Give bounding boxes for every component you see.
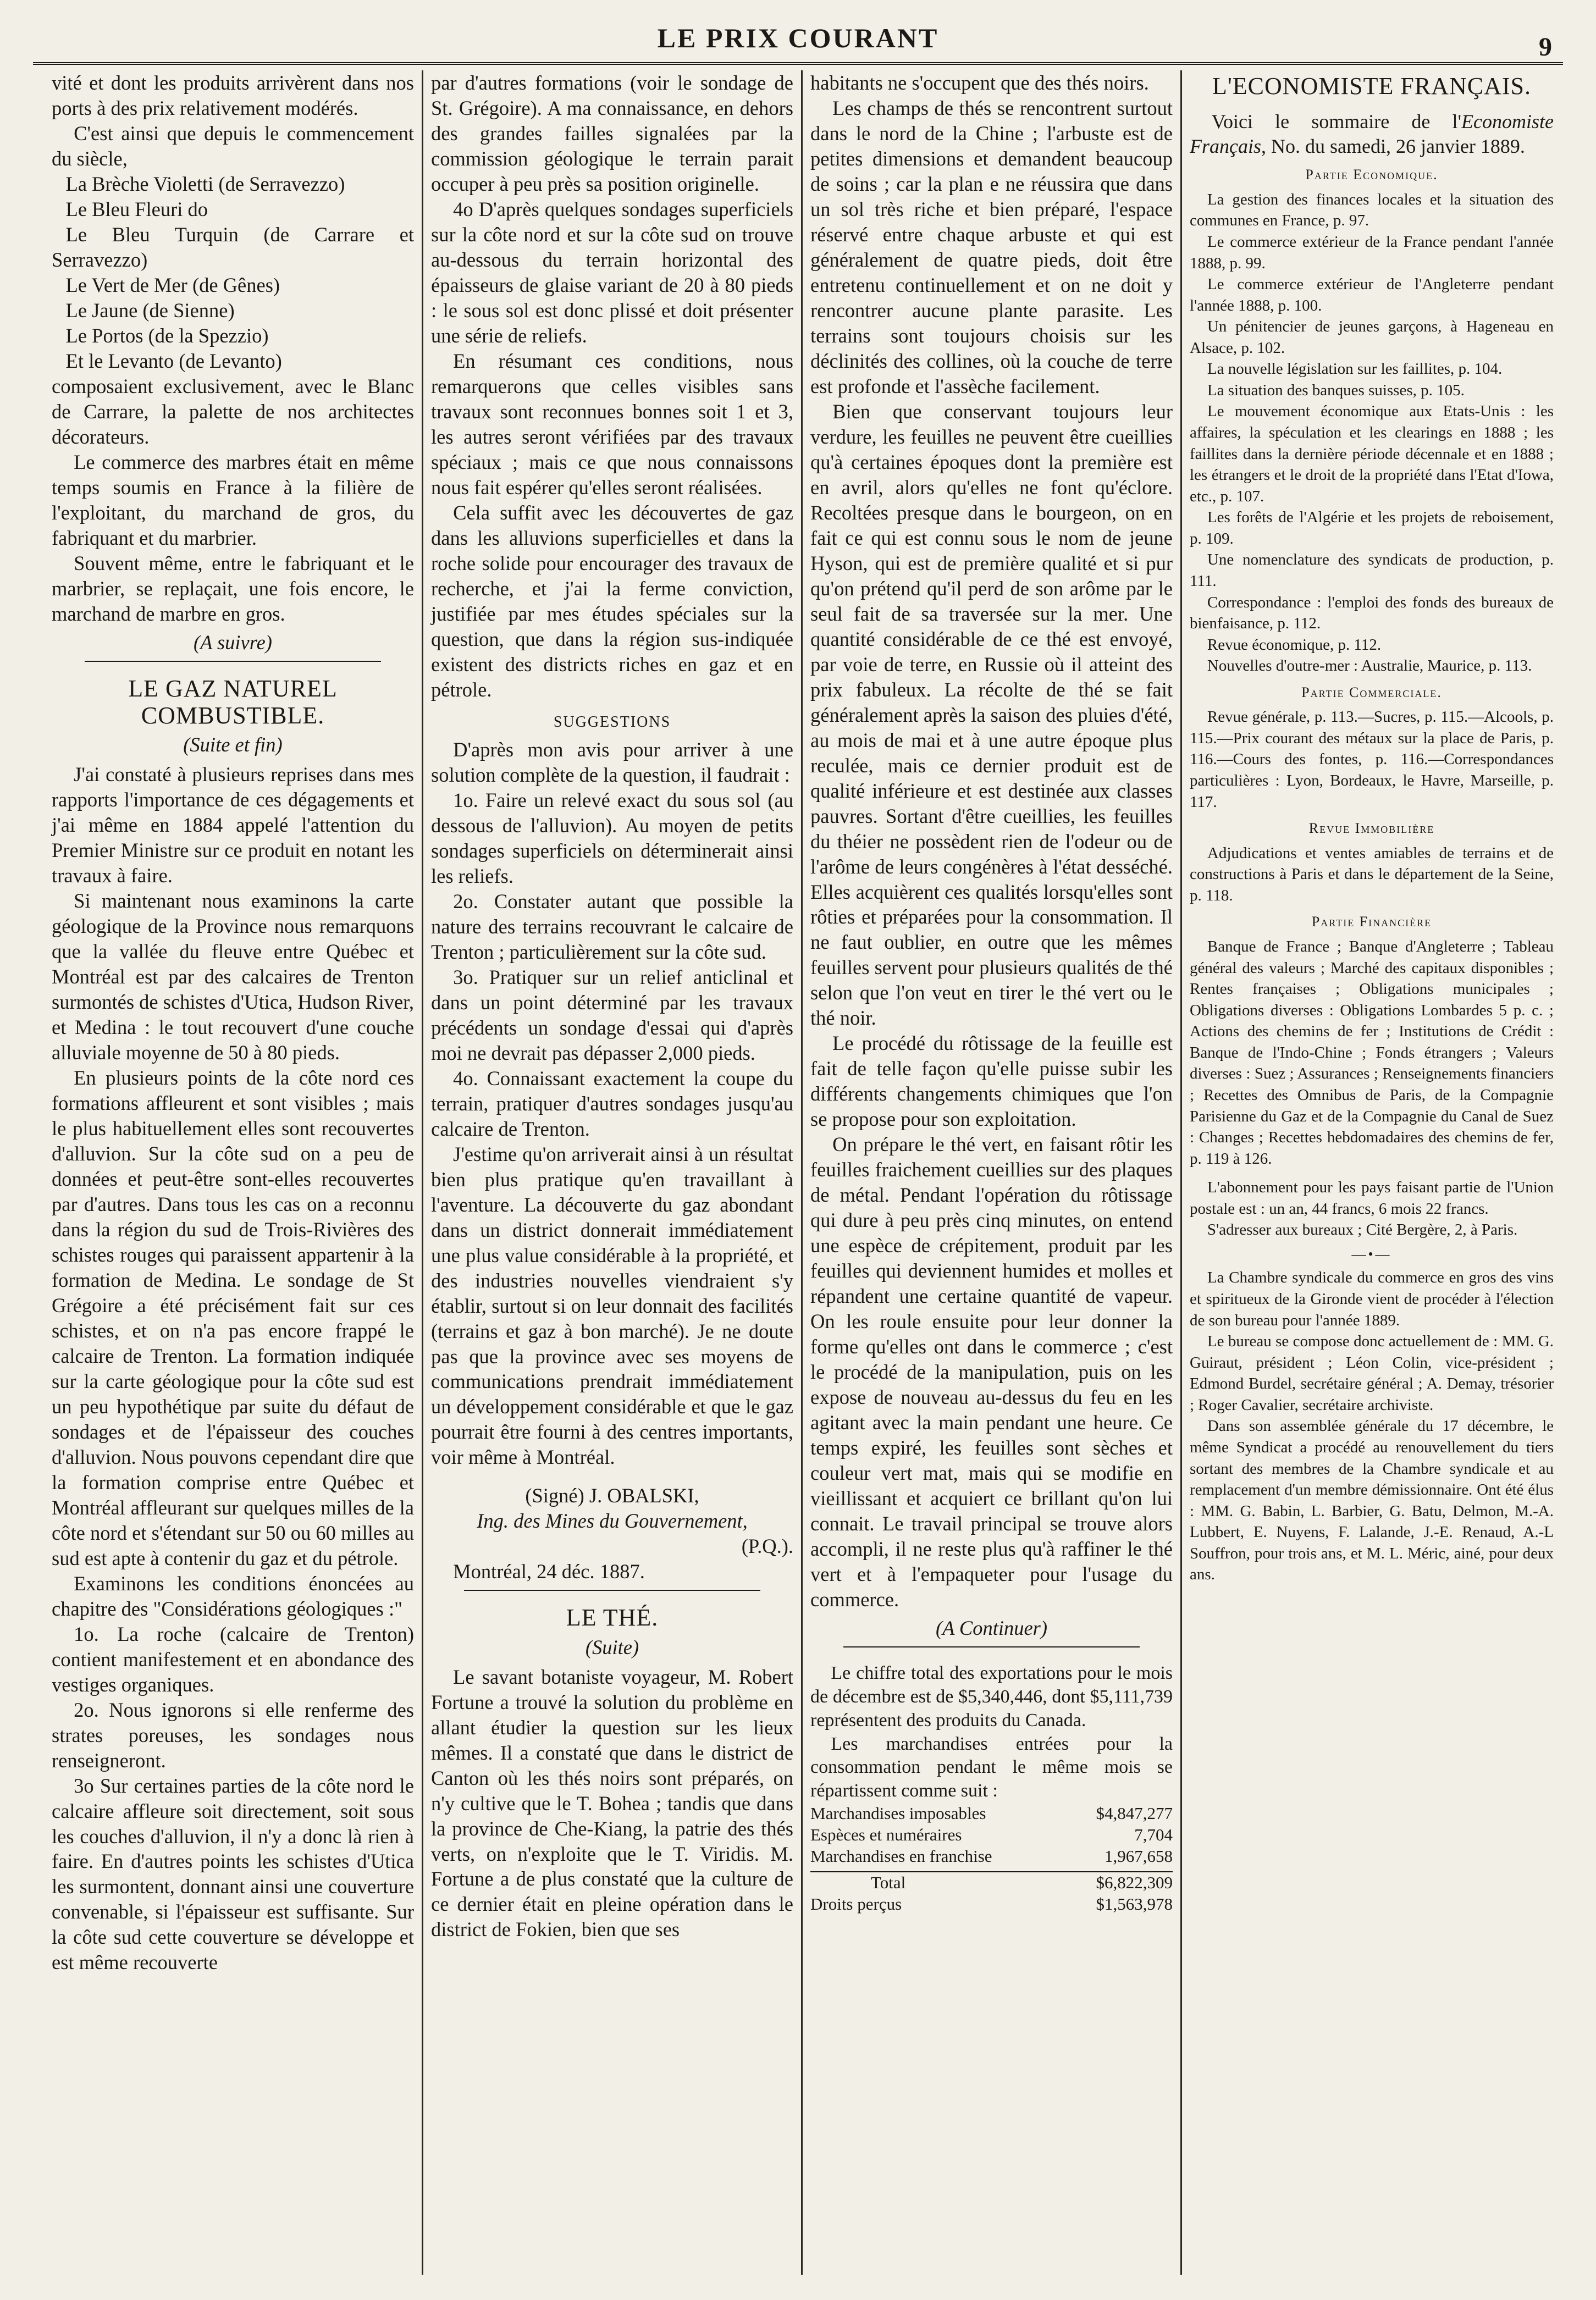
gaz-paragraph: 1o. La roche (calcaire de Trenton) contient manifestement et en abondance des vestiges organiques.	[52, 1622, 414, 1696]
running-title: LE PRIX COURANT	[657, 23, 939, 53]
imports-paragraph: Les marchandises entrées pour la consommation pendant le même mois se répartissent comme suit :	[810, 1733, 1173, 1801]
sommaire-item: Le commerce extérieur de l'Angleterre pendant l'année 1888, p. 100.	[1190, 275, 1554, 314]
marble-intro: vité et dont les produits arrivèrent dans nos ports à des prix relativement modérés.	[52, 71, 414, 119]
gaz-paragraph: En résumant ces conditions, nous remarquerons que celles visibles sans travaux sont reconnues bonnes soit 1 et 3, les autres seront vérifiées par des travaux spéciaux ; mais ce que nous connaissons nous fait espérer qu'elles seront réalisées.	[431, 349, 793, 499]
imports-row	[810, 1824, 1173, 1846]
gaz-paragraph: 3o Sur certaines parties de la côte nord le calcaire affleure soit directement, soit sous les couches d'alluvion, il n'y a donc là rien à faire. En d'autres points les schistes d'Utica les surmontent, donnant ainsi une couverture convenable, si l'épaisseur est suffisante. Sur la côte sud cette couverture se développe et est même recouverte	[52, 1774, 414, 1974]
sommaire-item: Banque de France ; Banque d'Angleterre ; Tableau général des valeurs ; Marché des capitaux disponibles ; Rentes françaises ; Obligations municipales ; Obligations diverses : Obligations Lombardes 5 p. c. ; Actions des chemins de fer ; Institutions de Crédit : Banque de l'Indo-Chine ; Fonds étrangers ; Valeurs diverses : Suez ; Assurances ; Renseignements financiers ; Recettes des Omnibus de Paris, de la Compagnie Parisienne du Gaz et de la Compagnie du Canal de Suez : Changes ; Recettes hebdomadaires des chemins de fer, p. 119 à 126.	[1190, 938, 1554, 1168]
imports-row-value: 7,704	[1134, 1824, 1173, 1844]
imports-row-label: Marchandises imposables	[810, 1804, 986, 1823]
article-title-gaz: LE GAZ NATUREL COMBUSTIBLE.	[128, 674, 338, 729]
section-partie-financiere: Partie Financière	[1311, 914, 1432, 930]
article-subtitle-the: (Suite)	[585, 1635, 639, 1658]
gaz-paragraph: Examinons les conditions énoncées au chapitre des "Considérations géologiques :"	[52, 1572, 414, 1620]
suggestion-paragraph: J'estime qu'on arriverait ainsi à un résultat bien plus pratique qu'en travaillant à l'aventure. La découverte du gaz abondant dans un district donnerait immédiatement une plus value considérable à la propriété, et des industries nouvelles viendraient s'y établir, surtout si on leur donnait des facilités (terrains et gaz à bon marché). Je ne doute pas que la province avec ses moyens de communications prendrait immédiatement un développement considérable et que le gaz pourrait être fourni à des centres importants, voir même à Montréal.	[431, 1142, 793, 1469]
article-title-economiste: L'ECONOMISTE FRANÇAIS.	[1212, 73, 1531, 99]
sommaire-item: Revue générale, p. 113.—Sucres, p. 115.—Alcools, p. 115.—Prix courant des métaux sur la place de Paris, p. 116.—Cours des fontes, p. 116.—Correspondances particulières : Lyon, Bordeaux, le Havre, Marseille, p. 117.	[1190, 708, 1554, 811]
suggestion-paragraph: 1o. Faire un relevé exact du sous sol (au dessous de l'alluvion). Au moyen de petits sondages superficiels on déterminerait ainsi les reliefs.	[431, 788, 793, 887]
sommaire-item: Correspondance : l'emploi des fonds des bureaux de bienfaisance, p. 112.	[1190, 593, 1554, 633]
marble-item: Le Jaune (de Sienne)	[65, 298, 235, 322]
gaz-paragraph: 2o. Nous ignorons si elle renferme des strates poreuses, les sondages nous renseigneront.	[52, 1698, 414, 1772]
chambre-paragraph: Le bureau se compose donc actuellement de : MM. G. Guiraut, président ; Léon Colin, vice-président ; Edmond Burdel, secrétaire général ; A. Demay, trésorier ; Roger Cavalier, secrétaire archiviste.	[1190, 1333, 1554, 1414]
signature-place: (P.Q.).	[741, 1535, 793, 1558]
chambre-paragraph: Dans son assemblée générale du 17 décembre, le même Syndicat a procédé au renouvellement du tiers sortant des membres de la Chambre syndicale et au remplacement d'un membre démissionnaire. Ont été élus : MM. G. Babin, L. Barbier, G. Batu, Delmon, M.-A. Lubbert, E. Nuyens, F. Lalande, J.-E. Renaud, A.-L Souffron, pour trois ans, et M. L. Méric, ainé, pour deux ans.	[1190, 1417, 1554, 1584]
imports-row-label: Espèces et numéraires	[810, 1824, 962, 1844]
marble-paragraph-3: Le commerce des marbres était en même temps soumis en France à la filière de l'exploitant, du marchand de gros, du fabriquant et du marbrier.	[52, 450, 414, 549]
article-subtitle-gaz: (Suite et fin)	[183, 733, 283, 756]
the-paragraph: Les champs de thés se rencontrent surtout dans le nord de la Chine ; l'arbuste est de petites dimensions et demandent beaucoup de soins ; car la plan e ne réussira que dans un sol très riche et bien préparé, l'espace réservé entre chaque arbuste et qui est généralement de quatre pieds, doit être entretenu continuellement et on ne doit y rencontrer aucune plante parasite. Les terrains sont toujours choisis sur les déclinités des collines, où la couche de terre est profonde et l'assèche facilement.	[810, 96, 1173, 397]
suggestion-paragraph: 2o. Constater autant que possible la nature des terrains recouvrant le calcaire de Trenton ; particulièrement sur la côte sud.	[431, 889, 793, 963]
marble-item: Et le Levanto (de Levanto)	[65, 349, 282, 372]
abonnement-paragraph: L'abonnement pour les pays faisant partie de l'Union postale est : un an, 44 francs, 6 mois 22 francs.	[1190, 1179, 1554, 1218]
imports-row-value: 1,967,658	[1105, 1846, 1173, 1866]
section-partie-economique: Partie Economique.	[1305, 167, 1438, 183]
imports-row-label: Marchandises en franchise	[810, 1846, 992, 1866]
divider	[843, 1646, 1140, 1647]
imports-total-row	[810, 1871, 1173, 1894]
column-3	[803, 70, 1182, 2275]
head-rule	[33, 62, 1563, 65]
sommaire-item: Nouvelles d'outre-mer : Australie, Maurice, p. 113.	[1207, 657, 1532, 675]
marble-paragraph-4: Souvent même, entre le fabriquant et le marbrier, se replaçait, une fois encore, le marchand de marbre en gros.	[52, 551, 414, 625]
column-1	[44, 70, 423, 2275]
imports-row-value: $4,847,277	[1096, 1804, 1173, 1823]
sommaire-item: Le mouvement économique aux Etats-Unis : les affaires, la spéculation et les clearings en 1888 ; les faillites dans la dernière période décennale et en 1888 ; les étrangers et le droit de la propriété dans l'Etat d'Iowa, etc., p. 107.	[1190, 402, 1554, 505]
exports-section	[810, 1662, 1173, 1915]
section-revue-immobiliere: Revue Immobilière	[1308, 820, 1435, 837]
sommaire-item: Adjudications et ventes amiables de terrains et de constructions à Paris et dans le département de la Seine, p. 118.	[1190, 844, 1554, 904]
divider	[464, 1590, 760, 1591]
imports-row	[810, 1803, 1173, 1824]
marble-item: Le Vert de Mer (de Gênes)	[65, 273, 280, 296]
column-2	[423, 70, 803, 2275]
marble-paragraph-1: C'est ainsi que depuis le commencement du siècle,	[52, 121, 414, 170]
sommaire-item: La gestion des finances locales et la situation des communes en France, p. 97.	[1190, 190, 1554, 230]
gaz-paragraph: Cela suffit avec les découvertes de gaz dans les alluvions superficielles et dans la roche solide pour encourager des travaux de recherche, et j'ai la ferme conviction, justifiée par mes études spéciales sur la question, que dans la région sus-indiquée existent des districts riches en gaz et en pétrole.	[431, 501, 793, 701]
droits-row	[810, 1894, 1173, 1915]
sommaire-intro-b: , No. du samedi, 26 janvier 1889.	[1261, 135, 1525, 158]
imports-row	[810, 1846, 1173, 1867]
marble-item: Le Portos (de la Spezzio)	[65, 324, 269, 347]
dateline: Montréal, 24 déc. 1887.	[453, 1560, 645, 1583]
suggestion-paragraph: 3o. Pratiquer sur un relief anticlinal et dans un point déterminé par les travaux précédents un sondage d'essai qui d'après moi ne devrait pas dépasser 2,000 pieds.	[431, 965, 793, 1064]
marble-item: Le Bleu Fleuri do	[65, 197, 208, 220]
sommaire-item: La nouvelle législation sur les faillites, p. 104.	[1207, 360, 1503, 378]
section-partie-commerciale: Partie Commerciale.	[1301, 684, 1442, 700]
the-paragraph: Bien que conservant toujours leur verdure, les feuilles ne peuvent être cueillies qu'à certaines époques dont la première est en avril, alors qu'elles ne font qu'éclore. Recoltées presque dans le bourgeon, on en fait ce qui est connu sous le nom de jeune Hyson, qui est de première qualité et si pur qu'on prétend qu'il perd de son arôme par le seul fait de sa traversée sur la mer. Une quantité considérable de ce thé est envoyé, par voie de terre, en Russie où il atteint des prix fabuleux. La récolte de thé se fait généralement après la saison des pluies d'été, au mois de mai et à une autre époque plus reculée, mais ce dernier produit est de qualité inférieure et est destinée aux classes pauvres. Sortant d'être cueillies, les feuilles du théier ne possèdent rien de l'odeur ou de l'arôme de leurs congénères à l'état desséché. Elles acquièrent ces qualités lorsqu'elles sont rôties et préparées pour la consommation. Il ne faut oublier, en outre que les mêmes feuilles servent pour plusieurs qualités de thé selon que l'on veut en tirer le thé vert ou le thé noir.	[810, 400, 1173, 1030]
gaz-paragraph: J'ai constaté à plusieurs reprises dans mes rapports l'importance de ces dégagements et j'ai même en 1884 appelé l'attention du Premier Ministre sur ce produit en notant les travaux à faire.	[52, 763, 414, 887]
the-paragraph: habitants ne s'occupent que des thés noirs.	[810, 71, 1149, 94]
exports-paragraph: Le chiffre total des exportations pour le mois de décembre est de $5,340,446, dont $5,111,739 représentent des produits du Canada.	[810, 1663, 1173, 1730]
chambre-paragraph: La Chambre syndicale du commerce en gros des vins et spiritueux de la Gironde vient de procéder à l'élection de son bureau pour l'année 1889.	[1190, 1269, 1554, 1329]
sommaire-intro-a: Voici le sommaire de l'	[1211, 110, 1462, 133]
signature-title: Ing. des Mines du Gouvernement,	[477, 1510, 748, 1533]
suggestion-paragraph: 4o. Connaissant exactement la coupe du terrain, pratiquer d'autres sondages jusqu'au calcaire de Trenton.	[431, 1066, 793, 1140]
sommaire-item: Le commerce extérieur de la France pendant l'année 1888, p. 99.	[1190, 233, 1554, 272]
the-paragraph: Le procédé du rôtissage de la feuille est fait de telle façon qu'elle puisse subir les différents changements chimiques que l'on se propose pour son exploitation.	[810, 1032, 1173, 1131]
divider	[85, 661, 381, 662]
imports-total-label: Total	[871, 1873, 906, 1893]
droits-label: Droits perçus	[810, 1894, 902, 1914]
sommaire-item: Revue économique, p. 112.	[1207, 635, 1382, 654]
the-paragraph: Le savant botaniste voyageur, M. Robert Fortune a trouvé la solution du problème en allant étudier la question sur les lieux mêmes. Il a constaté que dans le district de Canton où les thés noirs sont préparés, on n'y cultive que le T. Bohea ; tandis que dans la province de Che-Kiang, la patrie des thés verts, on n'exploite que le T. Viridis. M. Fortune a de plus constaté que la culture de ce dernier était en pleine opération dans le district de Fokien, bien que ses	[431, 1665, 793, 1941]
article-title-the: LE THÉ.	[566, 1604, 659, 1632]
gaz-paragraph: En plusieurs points de la côte nord ces formations affleurent et sont visibles ; mais le plus habituellement elles sont recouvertes d'alluvion. Sur la côte sud on a peu de données et peut-être sont-elles recouvertes par d'autres. Dans tous les cas on a reconnu dans la région du sud de Trois-Rivières des schistes rouges qui paraissent appartenir à la formation de Medina. Le sondage de St Grégoire a été précisément fait sur ces schistes, et on n'a pas encore frappé le calcaire de Trenton. La formation indiquée sur la carte géologique pour la côte sud est un peu hypothétique par suite du défaut de sondages et de l'épaisseur des couches d'alluvion. Nous pouvons cependant dire que la formation comprise entre Québec et Montréal affleurant sur quelques milles de la côte nord et s'étendant sur 50 ou 60 milles au sud est apte à contenir du gaz et du pétrole.	[52, 1066, 414, 1569]
signature-block	[431, 1483, 793, 1559]
the-paragraph: On prépare le thé vert, en faisant rôtir les feuilles fraichement cueillies sur des plaques de métal. Pendant l'opération du rôtissage qui dure à peu près cinq minutes, on entend une espèce de crépitement, produit par les feuilles qui deviennent humides et molles et répandent une certaine quantité de vapeur. On les roule ensuite pour leur donner la forme qu'elles ont dans le commerce ; c'est le procédé de la manipulation, puis on les expose de nouveau au-dessus du feu en les agitant avec la main pendant une heure. Ce temps expiré, les feuilles sont sèches et couleur vert mat, mais qui se modifie en vieillissant et acquiert ce brillant qu'on lui connait. Le travail principal se trouve alors accompli, il ne reste plus qu'à raffiner le thé vert et à l'empaqueter pour l'usage du commerce.	[810, 1133, 1173, 1611]
sommaire-item: Une nomenclature des syndicats de production, p. 111.	[1190, 551, 1554, 590]
ornament-divider: —•—	[1351, 1246, 1392, 1262]
a-continuer: (A Continuer)	[935, 1617, 1048, 1640]
column-4	[1182, 70, 1561, 2275]
gaz-paragraph: par d'autres formations (voir le sondage de St. Grégoire). A ma connaissance, en dehors des grandes failles signalées par la commission géologique le terrain parait occuper à peu près sa position originelle.	[431, 71, 793, 195]
a-suivre: (A suivre)	[194, 631, 272, 654]
running-head	[33, 10, 1563, 62]
marble-item: Le Bleu Turquin (de Carrare et Serravezzo)	[52, 223, 414, 271]
page-number: 9	[1539, 32, 1552, 62]
suggestions-heading: SUGGESTIONS	[553, 713, 671, 731]
sommaire-item: Les forêts de l'Algérie et les projets de reboisement, p. 109.	[1190, 508, 1554, 548]
marble-item: La Brèche Violetti (de Serravezzo)	[65, 172, 345, 195]
imports-total-value: $6,822,309	[1096, 1873, 1173, 1893]
sommaire-item: Un pénitencier de jeunes garçons, à Hageneau en Alsace, p. 102.	[1190, 318, 1554, 357]
sommaire-intro-journal: Economiste Français	[1190, 110, 1554, 158]
adresse-paragraph: S'adresser aux bureaux ; Cité Bergère, 2, à Paris.	[1207, 1221, 1518, 1239]
columns	[44, 70, 1561, 2275]
droits-value: $1,563,978	[1096, 1894, 1173, 1914]
gaz-paragraph: 4o D'après quelques sondages superficiels sur la côte nord et sur la côte sud on trouve au-dessous du terrain horizontal des épaisseurs de glaise variant de 20 à 80 pieds : le sous sol est donc plissé et doit présenter une série de reliefs.	[431, 197, 793, 347]
signature-name: (Signé) J. OBALSKI,	[525, 1484, 699, 1507]
gaz-paragraph: Si maintenant nous examinons la carte géologique de la Province nous remarquons que la vallée du fleuve entre Québec et Montréal est par des calcaires de Trenton surmontés de schistes d'Utica, Hudson River, et Medina : le tout recouvert d'une couche alluviale moyenne de 50 à 80 pieds.	[52, 889, 414, 1064]
sommaire-intro	[1190, 109, 1554, 159]
sommaire-item: La situation des banques suisses, p. 105.	[1207, 381, 1465, 399]
marble-paragraph-2: composaient exclusivement, avec le Blanc de Carrare, la palette de nos architectes décorateurs.	[52, 374, 414, 448]
suggestion-paragraph: D'après mon avis pour arriver à une solution complète de la question, il faudrait :	[431, 738, 793, 786]
